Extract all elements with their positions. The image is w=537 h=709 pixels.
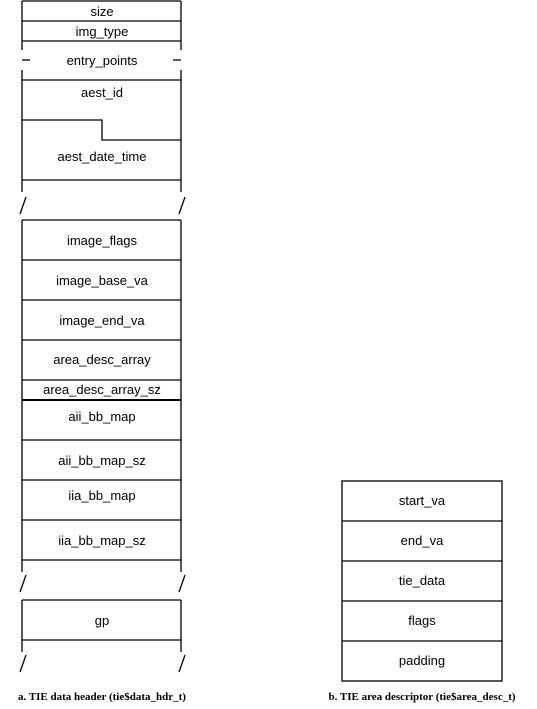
- data-header-structure: [18, 1, 186, 703]
- area-descriptor-structure: [328, 481, 515, 703]
- field-flags: flags: [408, 613, 436, 628]
- field-aest-id: aest_id: [81, 85, 123, 100]
- field-end-va: end_va: [400, 533, 444, 548]
- field-area-desc-array: area_desc_array: [53, 352, 151, 367]
- field-aii-bb-map-sz: aii_bb_map_sz: [58, 453, 146, 468]
- field-aest-date-time: aest_date_time: [57, 149, 147, 164]
- break-mark-1: [20, 197, 185, 214]
- field-gp: gp: [94, 613, 110, 628]
- field-size: size: [90, 4, 114, 19]
- field-entry-points: entry_points: [66, 53, 138, 68]
- field-image-base-va: image_base_va: [56, 273, 148, 288]
- field-tie-data: tie_data: [398, 573, 446, 588]
- field-img-type: img_type: [75, 24, 129, 39]
- field-image-end-va: image_end_va: [59, 313, 145, 328]
- field-iia-bb-map-sz: iia_bb_map_sz: [58, 533, 146, 548]
- field-iia-bb-map: iia_bb_map: [68, 488, 136, 503]
- caption-area-descriptor: b. TIE area descriptor (tie$area_desc_t): [328, 691, 516, 703]
- field-aii-bb-map: aii_bb_map: [68, 409, 136, 424]
- break-mark-2: [20, 575, 185, 592]
- caption-data-header: a. TIE data header (tie$data_hdr_t): [18, 691, 186, 703]
- break-mark-3: [20, 655, 185, 672]
- field-area-desc-array-sz: area_desc_array_sz: [43, 382, 161, 397]
- field-start-va: start_va: [398, 493, 446, 508]
- field-padding: padding: [398, 653, 446, 668]
- field-image-flags: image_flags: [66, 233, 138, 248]
